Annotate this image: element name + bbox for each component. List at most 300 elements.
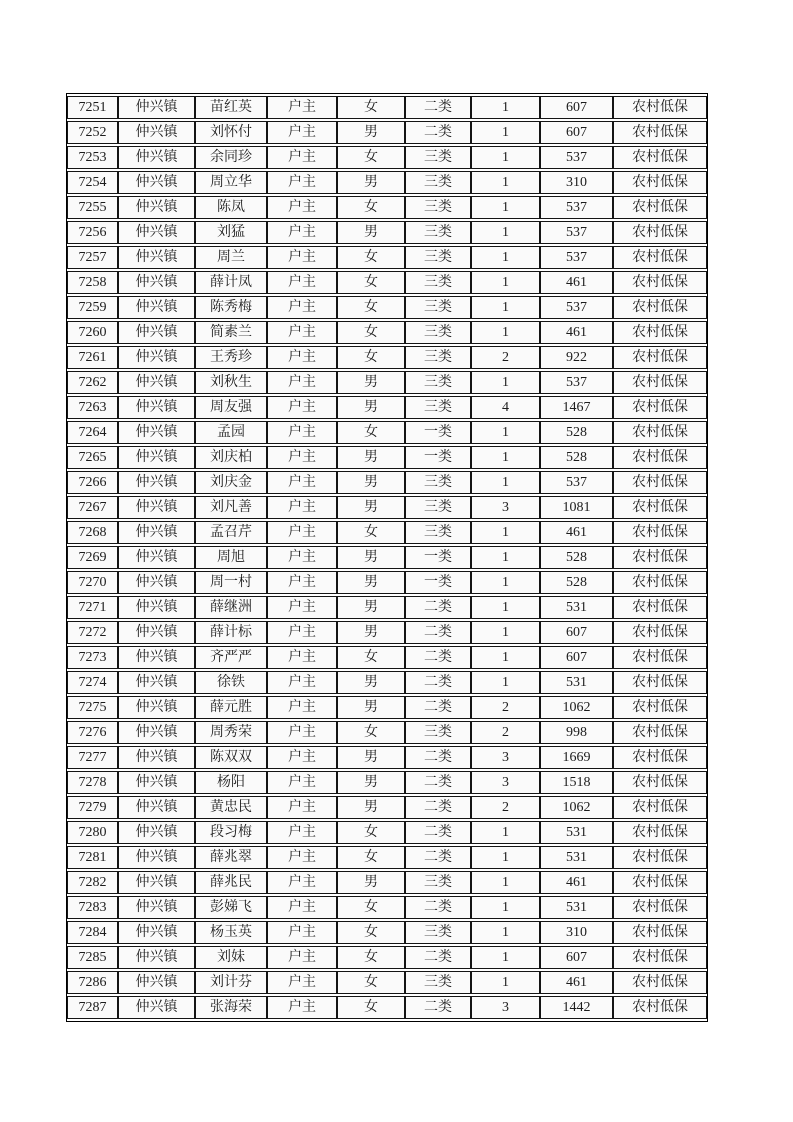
cell-town: 仲兴镇 bbox=[118, 696, 195, 719]
cell-town: 仲兴镇 bbox=[118, 346, 195, 369]
cell-town: 仲兴镇 bbox=[118, 996, 195, 1019]
cell-category: 二类 bbox=[405, 796, 471, 819]
table-row bbox=[67, 646, 707, 669]
cell-town: 仲兴镇 bbox=[118, 396, 195, 419]
cell-subsidy-type: 农村低保 bbox=[613, 596, 707, 619]
cell-subsidy-type: 农村低保 bbox=[613, 196, 707, 219]
cell-category: 二类 bbox=[405, 596, 471, 619]
cell-name: 陈秀梅 bbox=[195, 296, 267, 319]
cell-name: 余同珍 bbox=[195, 146, 267, 169]
cell-gender: 男 bbox=[337, 171, 405, 194]
cell-amount: 1062 bbox=[540, 796, 613, 819]
cell-relation: 户主 bbox=[267, 146, 337, 169]
cell-amount: 461 bbox=[540, 521, 613, 544]
cell-category: 二类 bbox=[405, 121, 471, 144]
table-row bbox=[67, 871, 707, 894]
table-row bbox=[67, 221, 707, 244]
cell-relation: 户主 bbox=[267, 996, 337, 1019]
table-row bbox=[67, 121, 707, 144]
cell-relation: 户主 bbox=[267, 221, 337, 244]
table-row bbox=[67, 621, 707, 644]
cell-gender: 女 bbox=[337, 921, 405, 944]
cell-category: 二类 bbox=[405, 671, 471, 694]
cell-serial-number: 7285 bbox=[67, 946, 118, 969]
cell-subsidy-type: 农村低保 bbox=[613, 96, 707, 119]
cell-gender: 男 bbox=[337, 596, 405, 619]
table-row bbox=[67, 921, 707, 944]
cell-relation: 户主 bbox=[267, 596, 337, 619]
cell-subsidy-type: 农村低保 bbox=[613, 771, 707, 794]
cell-town: 仲兴镇 bbox=[118, 496, 195, 519]
cell-town: 仲兴镇 bbox=[118, 921, 195, 944]
cell-gender: 女 bbox=[337, 721, 405, 744]
cell-amount: 461 bbox=[540, 971, 613, 994]
cell-town: 仲兴镇 bbox=[118, 571, 195, 594]
cell-amount: 310 bbox=[540, 921, 613, 944]
cell-name: 陈凤 bbox=[195, 196, 267, 219]
cell-gender: 男 bbox=[337, 571, 405, 594]
cell-town: 仲兴镇 bbox=[118, 121, 195, 144]
cell-person-count: 1 bbox=[471, 971, 540, 994]
cell-gender: 女 bbox=[337, 296, 405, 319]
cell-subsidy-type: 农村低保 bbox=[613, 921, 707, 944]
cell-category: 二类 bbox=[405, 896, 471, 919]
cell-name: 刘庆金 bbox=[195, 471, 267, 494]
subsidy-roster-table bbox=[66, 93, 708, 1022]
cell-gender: 男 bbox=[337, 471, 405, 494]
cell-town: 仲兴镇 bbox=[118, 821, 195, 844]
cell-person-count: 1 bbox=[471, 821, 540, 844]
cell-gender: 女 bbox=[337, 821, 405, 844]
cell-category: 二类 bbox=[405, 996, 471, 1019]
cell-serial-number: 7258 bbox=[67, 271, 118, 294]
cell-subsidy-type: 农村低保 bbox=[613, 321, 707, 344]
cell-name: 薛计标 bbox=[195, 621, 267, 644]
cell-amount: 461 bbox=[540, 271, 613, 294]
cell-serial-number: 7251 bbox=[67, 96, 118, 119]
cell-amount: 607 bbox=[540, 96, 613, 119]
cell-serial-number: 7267 bbox=[67, 496, 118, 519]
cell-subsidy-type: 农村低保 bbox=[613, 646, 707, 669]
cell-subsidy-type: 农村低保 bbox=[613, 996, 707, 1019]
cell-category: 三类 bbox=[405, 496, 471, 519]
cell-category: 二类 bbox=[405, 96, 471, 119]
cell-gender: 男 bbox=[337, 746, 405, 769]
table-row bbox=[67, 271, 707, 294]
cell-amount: 922 bbox=[540, 346, 613, 369]
cell-relation: 户主 bbox=[267, 421, 337, 444]
cell-town: 仲兴镇 bbox=[118, 96, 195, 119]
cell-category: 三类 bbox=[405, 171, 471, 194]
cell-person-count: 3 bbox=[471, 746, 540, 769]
cell-relation: 户主 bbox=[267, 496, 337, 519]
cell-name: 孟召芹 bbox=[195, 521, 267, 544]
cell-amount: 537 bbox=[540, 246, 613, 269]
cell-name: 周兰 bbox=[195, 246, 267, 269]
cell-person-count: 1 bbox=[471, 446, 540, 469]
cell-person-count: 3 bbox=[471, 496, 540, 519]
cell-gender: 女 bbox=[337, 96, 405, 119]
cell-serial-number: 7276 bbox=[67, 721, 118, 744]
cell-amount: 1062 bbox=[540, 696, 613, 719]
cell-amount: 998 bbox=[540, 721, 613, 744]
cell-category: 三类 bbox=[405, 871, 471, 894]
cell-gender: 男 bbox=[337, 796, 405, 819]
cell-town: 仲兴镇 bbox=[118, 171, 195, 194]
cell-gender: 女 bbox=[337, 146, 405, 169]
cell-town: 仲兴镇 bbox=[118, 521, 195, 544]
table-row bbox=[67, 321, 707, 344]
cell-gender: 女 bbox=[337, 346, 405, 369]
cell-serial-number: 7286 bbox=[67, 971, 118, 994]
cell-subsidy-type: 农村低保 bbox=[613, 746, 707, 769]
cell-gender: 女 bbox=[337, 271, 405, 294]
cell-serial-number: 7261 bbox=[67, 346, 118, 369]
cell-person-count: 1 bbox=[471, 596, 540, 619]
cell-amount: 531 bbox=[540, 671, 613, 694]
cell-relation: 户主 bbox=[267, 971, 337, 994]
cell-relation: 户主 bbox=[267, 796, 337, 819]
cell-name: 薛兆翠 bbox=[195, 846, 267, 869]
cell-serial-number: 7265 bbox=[67, 446, 118, 469]
cell-person-count: 1 bbox=[471, 621, 540, 644]
cell-amount: 461 bbox=[540, 871, 613, 894]
cell-subsidy-type: 农村低保 bbox=[613, 146, 707, 169]
cell-subsidy-type: 农村低保 bbox=[613, 821, 707, 844]
table-row bbox=[67, 146, 707, 169]
cell-amount: 607 bbox=[540, 646, 613, 669]
cell-category: 三类 bbox=[405, 921, 471, 944]
cell-gender: 男 bbox=[337, 221, 405, 244]
cell-amount: 607 bbox=[540, 121, 613, 144]
cell-person-count: 2 bbox=[471, 796, 540, 819]
cell-gender: 男 bbox=[337, 396, 405, 419]
cell-town: 仲兴镇 bbox=[118, 621, 195, 644]
cell-town: 仲兴镇 bbox=[118, 896, 195, 919]
cell-category: 三类 bbox=[405, 246, 471, 269]
cell-subsidy-type: 农村低保 bbox=[613, 721, 707, 744]
cell-person-count: 2 bbox=[471, 721, 540, 744]
cell-amount: 607 bbox=[540, 946, 613, 969]
cell-person-count: 1 bbox=[471, 571, 540, 594]
cell-relation: 户主 bbox=[267, 121, 337, 144]
cell-category: 一类 bbox=[405, 446, 471, 469]
table-row bbox=[67, 696, 707, 719]
table-row bbox=[67, 721, 707, 744]
cell-name: 段习梅 bbox=[195, 821, 267, 844]
cell-name: 杨阳 bbox=[195, 771, 267, 794]
cell-town: 仲兴镇 bbox=[118, 146, 195, 169]
cell-name: 陈双双 bbox=[195, 746, 267, 769]
cell-serial-number: 7277 bbox=[67, 746, 118, 769]
cell-name: 黄忠民 bbox=[195, 796, 267, 819]
cell-person-count: 1 bbox=[471, 871, 540, 894]
cell-relation: 户主 bbox=[267, 671, 337, 694]
cell-person-count: 1 bbox=[471, 471, 540, 494]
cell-gender: 男 bbox=[337, 546, 405, 569]
cell-town: 仲兴镇 bbox=[118, 196, 195, 219]
cell-relation: 户主 bbox=[267, 696, 337, 719]
cell-town: 仲兴镇 bbox=[118, 746, 195, 769]
cell-person-count: 1 bbox=[471, 371, 540, 394]
table-row bbox=[67, 421, 707, 444]
cell-gender: 男 bbox=[337, 696, 405, 719]
table-row bbox=[67, 396, 707, 419]
cell-category: 三类 bbox=[405, 971, 471, 994]
cell-relation: 户主 bbox=[267, 921, 337, 944]
cell-name: 周友强 bbox=[195, 396, 267, 419]
table-row bbox=[67, 296, 707, 319]
cell-relation: 户主 bbox=[267, 246, 337, 269]
cell-serial-number: 7282 bbox=[67, 871, 118, 894]
cell-town: 仲兴镇 bbox=[118, 246, 195, 269]
cell-gender: 男 bbox=[337, 496, 405, 519]
cell-serial-number: 7271 bbox=[67, 596, 118, 619]
cell-gender: 男 bbox=[337, 871, 405, 894]
cell-gender: 男 bbox=[337, 621, 405, 644]
cell-amount: 528 bbox=[540, 546, 613, 569]
cell-person-count: 1 bbox=[471, 421, 540, 444]
cell-amount: 531 bbox=[540, 846, 613, 869]
cell-serial-number: 7287 bbox=[67, 996, 118, 1019]
cell-subsidy-type: 农村低保 bbox=[613, 396, 707, 419]
cell-subsidy-type: 农村低保 bbox=[613, 171, 707, 194]
cell-serial-number: 7273 bbox=[67, 646, 118, 669]
cell-town: 仲兴镇 bbox=[118, 421, 195, 444]
cell-person-count: 1 bbox=[471, 171, 540, 194]
cell-subsidy-type: 农村低保 bbox=[613, 446, 707, 469]
cell-subsidy-type: 农村低保 bbox=[613, 696, 707, 719]
cell-subsidy-type: 农村低保 bbox=[613, 796, 707, 819]
cell-name: 刘秋生 bbox=[195, 371, 267, 394]
cell-name: 周立华 bbox=[195, 171, 267, 194]
cell-category: 二类 bbox=[405, 696, 471, 719]
cell-amount: 537 bbox=[540, 146, 613, 169]
cell-serial-number: 7256 bbox=[67, 221, 118, 244]
cell-subsidy-type: 农村低保 bbox=[613, 221, 707, 244]
cell-category: 三类 bbox=[405, 221, 471, 244]
cell-category: 三类 bbox=[405, 321, 471, 344]
cell-subsidy-type: 农村低保 bbox=[613, 946, 707, 969]
cell-category: 三类 bbox=[405, 196, 471, 219]
cell-person-count: 1 bbox=[471, 96, 540, 119]
cell-town: 仲兴镇 bbox=[118, 446, 195, 469]
cell-category: 三类 bbox=[405, 721, 471, 744]
cell-town: 仲兴镇 bbox=[118, 796, 195, 819]
cell-name: 周一村 bbox=[195, 571, 267, 594]
cell-person-count: 1 bbox=[471, 846, 540, 869]
cell-relation: 户主 bbox=[267, 171, 337, 194]
cell-relation: 户主 bbox=[267, 621, 337, 644]
cell-name: 刘猛 bbox=[195, 221, 267, 244]
cell-serial-number: 7260 bbox=[67, 321, 118, 344]
cell-name: 苗红英 bbox=[195, 96, 267, 119]
cell-person-count: 2 bbox=[471, 346, 540, 369]
cell-amount: 531 bbox=[540, 896, 613, 919]
cell-gender: 男 bbox=[337, 371, 405, 394]
cell-gender: 男 bbox=[337, 121, 405, 144]
cell-name: 薛计凤 bbox=[195, 271, 267, 294]
cell-category: 三类 bbox=[405, 521, 471, 544]
cell-category: 三类 bbox=[405, 346, 471, 369]
cell-subsidy-type: 农村低保 bbox=[613, 971, 707, 994]
cell-subsidy-type: 农村低保 bbox=[613, 471, 707, 494]
cell-serial-number: 7254 bbox=[67, 171, 118, 194]
cell-amount: 537 bbox=[540, 196, 613, 219]
cell-gender: 女 bbox=[337, 321, 405, 344]
table-row bbox=[67, 946, 707, 969]
cell-person-count: 1 bbox=[471, 221, 540, 244]
cell-person-count: 1 bbox=[471, 946, 540, 969]
cell-serial-number: 7263 bbox=[67, 396, 118, 419]
cell-name: 薛兆民 bbox=[195, 871, 267, 894]
cell-relation: 户主 bbox=[267, 96, 337, 119]
cell-amount: 1442 bbox=[540, 996, 613, 1019]
cell-relation: 户主 bbox=[267, 521, 337, 544]
cell-town: 仲兴镇 bbox=[118, 946, 195, 969]
cell-person-count: 1 bbox=[471, 271, 540, 294]
cell-name: 王秀珍 bbox=[195, 346, 267, 369]
table-row bbox=[67, 171, 707, 194]
cell-serial-number: 7264 bbox=[67, 421, 118, 444]
cell-serial-number: 7280 bbox=[67, 821, 118, 844]
cell-name: 刘庆柏 bbox=[195, 446, 267, 469]
cell-amount: 1081 bbox=[540, 496, 613, 519]
cell-subsidy-type: 农村低保 bbox=[613, 271, 707, 294]
cell-serial-number: 7279 bbox=[67, 796, 118, 819]
table-row bbox=[67, 571, 707, 594]
cell-serial-number: 7274 bbox=[67, 671, 118, 694]
cell-person-count: 2 bbox=[471, 696, 540, 719]
cell-relation: 户主 bbox=[267, 196, 337, 219]
cell-serial-number: 7270 bbox=[67, 571, 118, 594]
cell-relation: 户主 bbox=[267, 746, 337, 769]
cell-category: 二类 bbox=[405, 946, 471, 969]
table-row bbox=[67, 496, 707, 519]
cell-amount: 531 bbox=[540, 821, 613, 844]
table-row bbox=[67, 471, 707, 494]
cell-subsidy-type: 农村低保 bbox=[613, 621, 707, 644]
cell-person-count: 1 bbox=[471, 146, 540, 169]
cell-town: 仲兴镇 bbox=[118, 721, 195, 744]
cell-gender: 女 bbox=[337, 896, 405, 919]
table-row bbox=[67, 671, 707, 694]
cell-amount: 537 bbox=[540, 296, 613, 319]
table-row bbox=[67, 346, 707, 369]
cell-serial-number: 7278 bbox=[67, 771, 118, 794]
cell-serial-number: 7283 bbox=[67, 896, 118, 919]
cell-person-count: 1 bbox=[471, 646, 540, 669]
cell-category: 二类 bbox=[405, 621, 471, 644]
cell-name: 周秀荣 bbox=[195, 721, 267, 744]
cell-name: 简素兰 bbox=[195, 321, 267, 344]
table-row bbox=[67, 821, 707, 844]
cell-person-count: 1 bbox=[471, 921, 540, 944]
cell-subsidy-type: 农村低保 bbox=[613, 846, 707, 869]
cell-relation: 户主 bbox=[267, 896, 337, 919]
cell-gender: 女 bbox=[337, 421, 405, 444]
table-row bbox=[67, 996, 707, 1019]
cell-category: 一类 bbox=[405, 546, 471, 569]
cell-subsidy-type: 农村低保 bbox=[613, 121, 707, 144]
cell-serial-number: 7253 bbox=[67, 146, 118, 169]
cell-person-count: 1 bbox=[471, 896, 540, 919]
cell-person-count: 1 bbox=[471, 196, 540, 219]
cell-category: 三类 bbox=[405, 146, 471, 169]
table-row bbox=[67, 96, 707, 119]
cell-person-count: 1 bbox=[471, 296, 540, 319]
cell-amount: 537 bbox=[540, 471, 613, 494]
cell-relation: 户主 bbox=[267, 446, 337, 469]
cell-serial-number: 7266 bbox=[67, 471, 118, 494]
cell-person-count: 1 bbox=[471, 546, 540, 569]
cell-relation: 户主 bbox=[267, 871, 337, 894]
cell-town: 仲兴镇 bbox=[118, 271, 195, 294]
table-row bbox=[67, 771, 707, 794]
table-row bbox=[67, 521, 707, 544]
cell-relation: 户主 bbox=[267, 371, 337, 394]
cell-amount: 528 bbox=[540, 421, 613, 444]
cell-category: 二类 bbox=[405, 771, 471, 794]
cell-category: 一类 bbox=[405, 571, 471, 594]
cell-serial-number: 7268 bbox=[67, 521, 118, 544]
cell-name: 彭娣飞 bbox=[195, 896, 267, 919]
cell-category: 二类 bbox=[405, 746, 471, 769]
cell-name: 周旭 bbox=[195, 546, 267, 569]
cell-serial-number: 7275 bbox=[67, 696, 118, 719]
cell-subsidy-type: 农村低保 bbox=[613, 496, 707, 519]
cell-amount: 1669 bbox=[540, 746, 613, 769]
cell-subsidy-type: 农村低保 bbox=[613, 546, 707, 569]
cell-person-count: 1 bbox=[471, 671, 540, 694]
cell-category: 二类 bbox=[405, 846, 471, 869]
cell-relation: 户主 bbox=[267, 721, 337, 744]
cell-subsidy-type: 农村低保 bbox=[613, 896, 707, 919]
table-row bbox=[67, 246, 707, 269]
table-row bbox=[67, 846, 707, 869]
cell-relation: 户主 bbox=[267, 346, 337, 369]
cell-subsidy-type: 农村低保 bbox=[613, 296, 707, 319]
cell-name: 刘计芬 bbox=[195, 971, 267, 994]
cell-town: 仲兴镇 bbox=[118, 296, 195, 319]
cell-gender: 女 bbox=[337, 646, 405, 669]
cell-category: 三类 bbox=[405, 296, 471, 319]
cell-subsidy-type: 农村低保 bbox=[613, 371, 707, 394]
cell-amount: 310 bbox=[540, 171, 613, 194]
cell-amount: 531 bbox=[540, 596, 613, 619]
cell-name: 齐严严 bbox=[195, 646, 267, 669]
cell-person-count: 1 bbox=[471, 321, 540, 344]
cell-person-count: 1 bbox=[471, 246, 540, 269]
cell-relation: 户主 bbox=[267, 771, 337, 794]
cell-amount: 1518 bbox=[540, 771, 613, 794]
cell-gender: 女 bbox=[337, 521, 405, 544]
cell-relation: 户主 bbox=[267, 821, 337, 844]
cell-subsidy-type: 农村低保 bbox=[613, 346, 707, 369]
cell-category: 三类 bbox=[405, 396, 471, 419]
cell-gender: 女 bbox=[337, 996, 405, 1019]
cell-town: 仲兴镇 bbox=[118, 546, 195, 569]
cell-relation: 户主 bbox=[267, 271, 337, 294]
cell-person-count: 3 bbox=[471, 771, 540, 794]
cell-name: 徐铁 bbox=[195, 671, 267, 694]
cell-serial-number: 7257 bbox=[67, 246, 118, 269]
cell-relation: 户主 bbox=[267, 571, 337, 594]
cell-relation: 户主 bbox=[267, 546, 337, 569]
cell-relation: 户主 bbox=[267, 471, 337, 494]
table-row bbox=[67, 196, 707, 219]
table-row bbox=[67, 796, 707, 819]
